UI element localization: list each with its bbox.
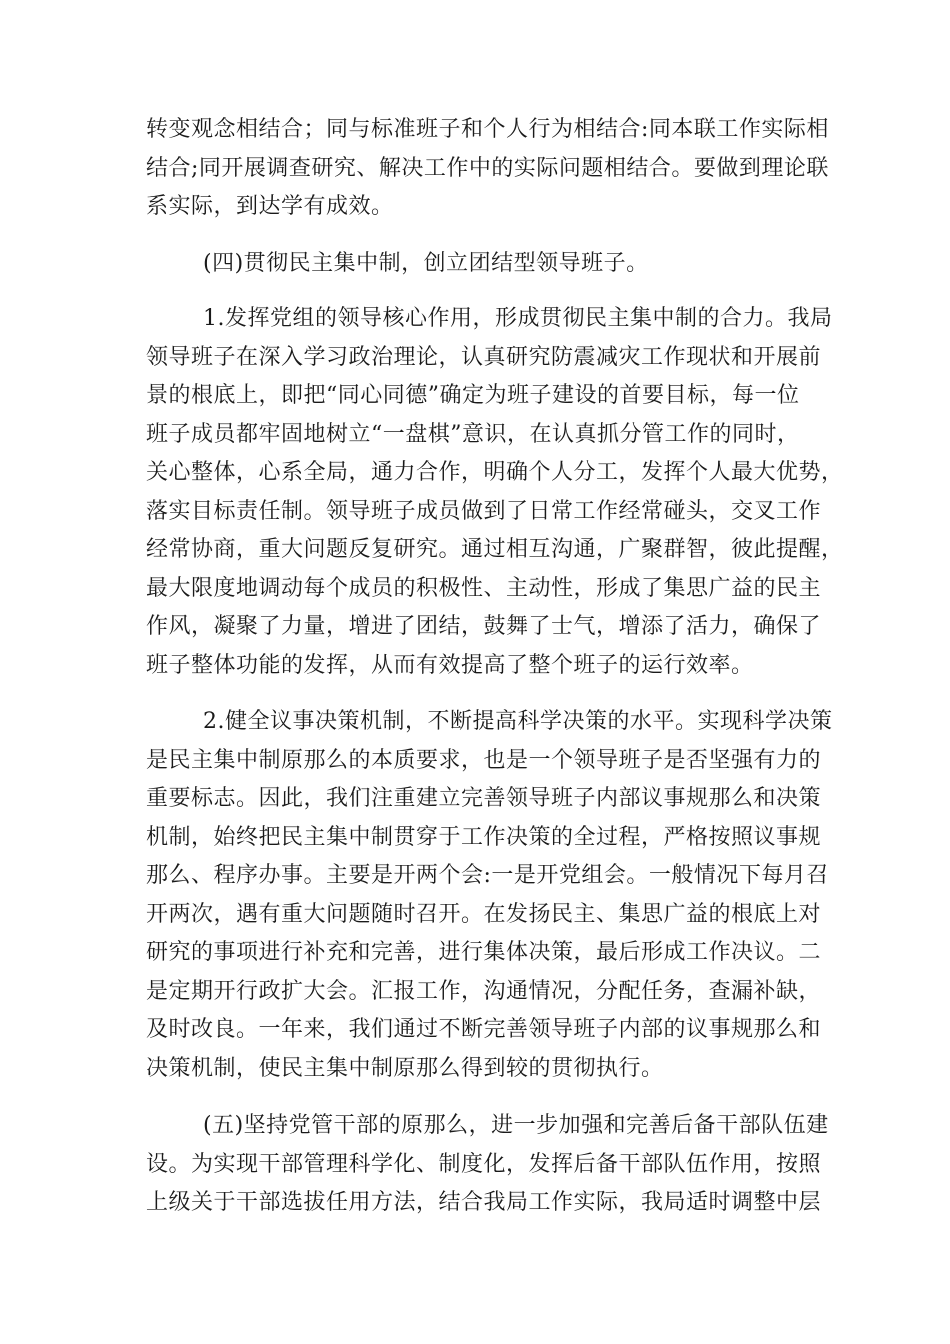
paragraph-3 <box>146 300 844 685</box>
text-line: 关心整体，心系全局，通力合作，明确个人分工，发挥个人最大优势， <box>146 460 844 485</box>
text-line: (五)坚持党管干部的原那么，进一步加强和完善后备干部队伍建 <box>203 1113 829 1138</box>
text-line: 是民主集中制原那么的本质要求，也是一个领导班子是否坚强有力的 <box>146 747 822 773</box>
paragraph-1 <box>146 111 829 227</box>
text-line: 开两次，遇有重大问题随时召开。在发扬民主、集思广益的根底上对 <box>146 901 822 927</box>
text-line: 结合;同开展调查研究、解决工作中的实际问题相结合。要做到理论联 <box>146 155 829 181</box>
text-line: 2.健全议事决策机制，不断提高科学决策的水平。实现科学决策 <box>203 709 833 734</box>
section-heading: (四)贯彻民主集中制，创立团结型领导班子。 <box>203 251 649 276</box>
text-line: 机制，始终把民主集中制贯穿于工作决策的全过程，严格按照议事规 <box>146 824 822 850</box>
text-line: 重要标志。因此，我们注重建立完善领导班子内部议事规那么和决策 <box>146 786 822 811</box>
text-line: 系实际，到达学有成效。 <box>146 194 394 219</box>
paragraph-4 <box>146 703 833 1088</box>
text-line: 设。为实现干部管理科学化、制度化，发挥后备干部队伍作用，按照 <box>146 1151 822 1177</box>
text-line: 班子整体功能的发挥，从而有效提高了整个班子的运行效率。 <box>146 652 754 678</box>
paragraph-2-heading <box>146 245 806 284</box>
text-line: 经常协商，重大问题反复研究。通过相互沟通，广聚群智，彼此提醒， <box>146 537 844 562</box>
text-line: 及时改良。一年来，我们通过不断完善领导班子内部的议事规那么和 <box>146 1017 822 1042</box>
text-line: 是定期开行政扩大会。汇报工作，沟通情况，分配任务，查漏补缺， <box>146 978 822 1004</box>
text-line: 那么、程序办事。主要是开两个会:一是开党组会。一般情况下每月召 <box>146 863 829 888</box>
text-line: 班子成员都牢固地树立“一盘棋”意识，在认真抓分管工作的同时， <box>146 421 800 447</box>
text-line: 1.发挥党组的领导核心作用，形成贯彻民主集中制的合力。我局 <box>203 306 833 331</box>
text-line: 上级关于干部选拔任用方法，结合我局工作实际，我局适时调整中层 <box>146 1190 822 1215</box>
text-line: 落实目标责任制。领导班子成员做到了日常工作经常碰头，交叉工作 <box>146 498 822 524</box>
text-line: 景的根底上，即把“同心同德”确定为班子建设的首要目标，每一位 <box>146 383 800 408</box>
text-line: 决策机制，使民主集中制原那么得到较的贯彻执行。 <box>146 1055 664 1081</box>
text-line: 最大限度地调动每个成员的积极性、主动性，形成了集思广益的民主 <box>146 575 822 601</box>
paragraph-5 <box>146 1107 829 1223</box>
text-line: 作风，凝聚了力量，增进了团结，鼓舞了士气，增添了活力，确保了 <box>146 614 822 639</box>
text-line: 研究的事项进行补充和完善，进行集体决策，最后形成工作决议。二 <box>146 940 822 965</box>
text-line: 领导班子在深入学习政治理论，认真研究防震减灾工作现状和开展前 <box>146 344 822 370</box>
text-line: 转变观念相结合；同与标准班子和个人行为相结合:同本联工作实际相 <box>146 117 829 142</box>
